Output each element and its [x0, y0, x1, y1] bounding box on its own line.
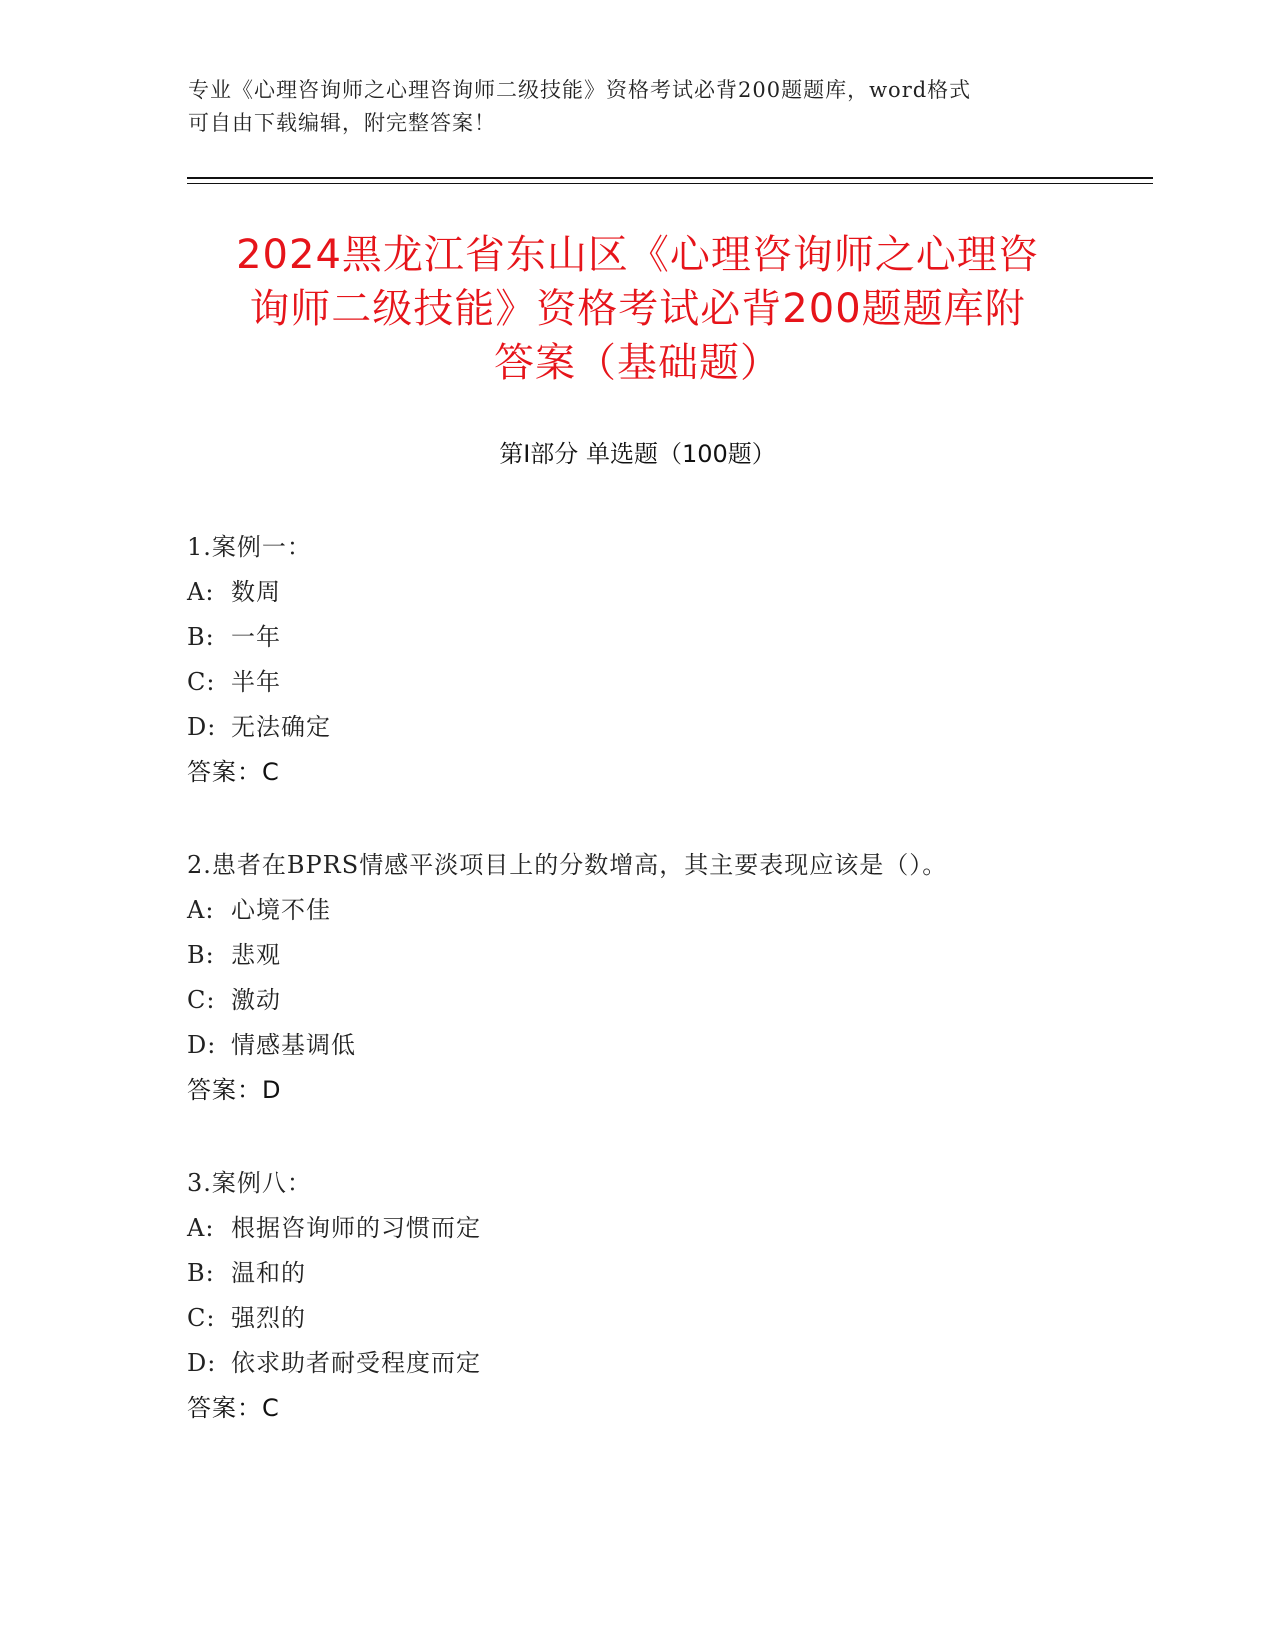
header-note-line-1: 专业《心理咨询师之心理咨询师二级技能》资格考试必背200题题库，word格式: [188, 78, 972, 102]
option-text: 半年: [231, 668, 281, 696]
option-letter: C:: [187, 668, 216, 696]
option-text: 悲观: [231, 941, 281, 969]
document-title-line-3: 答案（基础题）: [494, 340, 781, 386]
option-letter: A:: [187, 1214, 215, 1242]
question-item: [187, 843, 1087, 1113]
option-letter: A:: [187, 896, 215, 924]
option-text: 无法确定: [231, 713, 331, 741]
header-divider-thick: [187, 177, 1153, 179]
option-text: 一年: [231, 623, 281, 651]
answer-line: 答案：D: [187, 1076, 282, 1104]
option-b: [187, 1251, 1087, 1296]
option-letter: B:: [187, 1259, 215, 1287]
option-d: [187, 1023, 1087, 1068]
option-text: 数周: [231, 578, 281, 606]
document-title-line-2: 询师二级技能》资格考试必背200题题库附: [249, 286, 1026, 332]
option-letter: B:: [187, 623, 215, 651]
section-heading: 第Ⅰ部分 单选题（100题）: [499, 440, 776, 468]
question-stem: 2.患者在BPRS情感平淡项目上的分数增高，其主要表现应该是（）。: [187, 851, 948, 879]
answer-line: 答案：C: [187, 1394, 280, 1422]
option-text: 情感基调低: [231, 1031, 356, 1059]
option-d: [187, 705, 1087, 750]
question-item: [187, 525, 1087, 795]
option-c: [187, 660, 1087, 705]
option-text: 根据咨询师的习惯而定: [231, 1214, 481, 1242]
option-letter: A:: [187, 578, 215, 606]
option-a: [187, 1206, 1087, 1251]
option-c: [187, 1296, 1087, 1341]
question-item: [187, 1161, 1087, 1431]
option-b: [187, 933, 1087, 978]
option-letter: D:: [187, 1349, 217, 1377]
answer-line: 答案：C: [187, 758, 280, 786]
option-letter: D:: [187, 1031, 217, 1059]
option-text: 依求助者耐受程度而定: [231, 1349, 481, 1377]
option-letter: C:: [187, 1304, 216, 1332]
option-letter: C:: [187, 986, 216, 1014]
header-note-line-2: 可自由下载编辑，附完整答案！: [188, 111, 496, 135]
option-text: 温和的: [231, 1259, 306, 1287]
header-note: [188, 74, 1088, 140]
header-divider-thin: [187, 183, 1153, 184]
option-letter: D:: [187, 713, 217, 741]
option-text: 激动: [231, 986, 281, 1014]
option-letter: B:: [187, 941, 215, 969]
option-b: [187, 615, 1087, 660]
option-d: [187, 1341, 1087, 1386]
option-c: [187, 978, 1087, 1023]
document-title-line-1: 2024黑龙江省东山区《心理咨询师之心理咨: [236, 232, 1039, 278]
option-a: [187, 570, 1087, 615]
option-text: 心境不佳: [231, 896, 331, 924]
document-title: [170, 228, 1105, 390]
option-text: 强烈的: [231, 1304, 306, 1332]
question-stem: 3.案例八：: [187, 1169, 312, 1197]
option-a: [187, 888, 1087, 933]
question-stem: 1.案例一：: [187, 533, 312, 561]
